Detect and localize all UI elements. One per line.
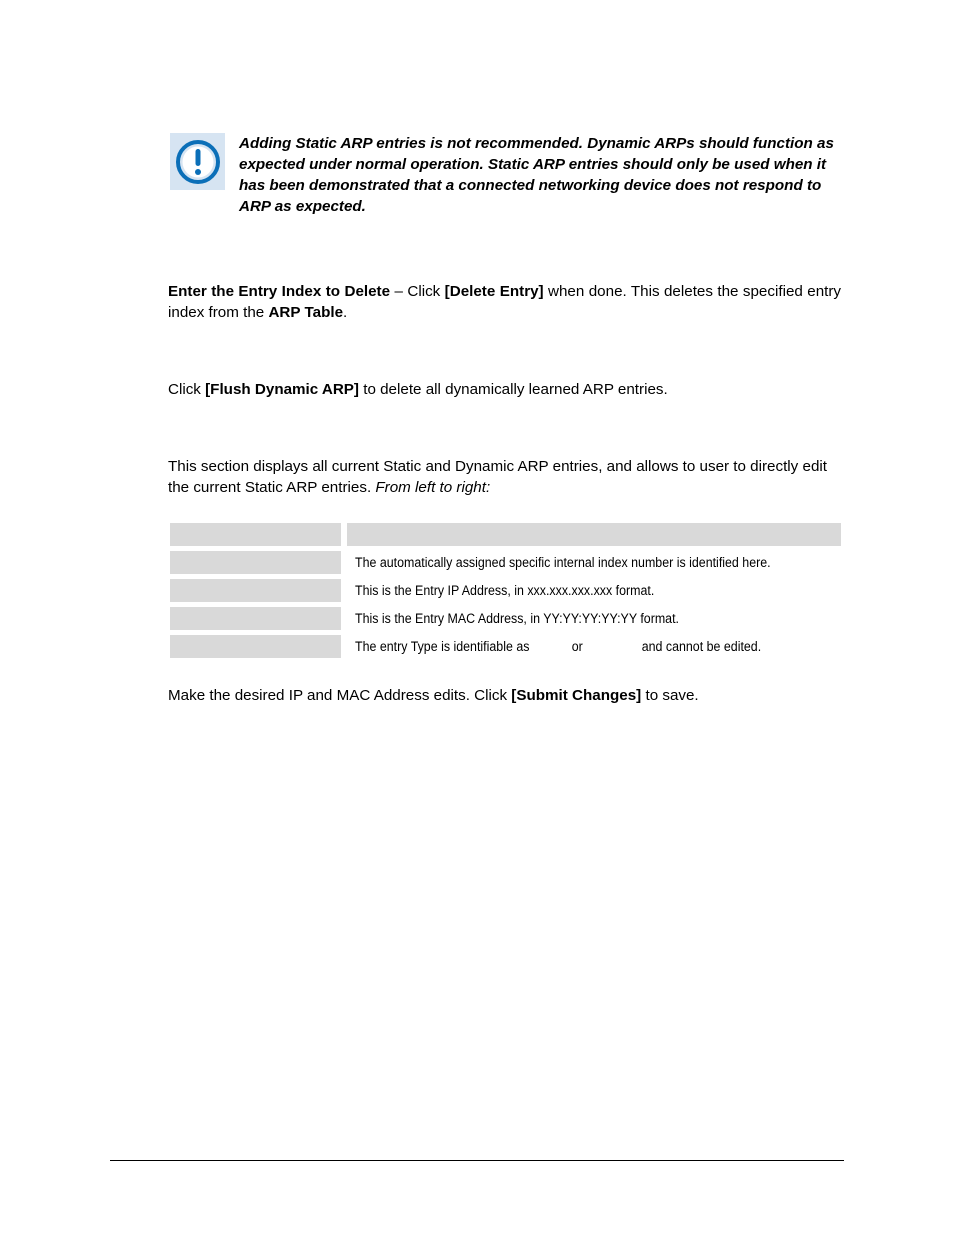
- delete-entry-end: .: [343, 304, 348, 321]
- flush-paragraph: [168, 379, 841, 400]
- type-row-text-b: or: [571, 639, 583, 654]
- submit-text: Make the desired IP and MAC Address edits. Click: [168, 687, 512, 704]
- type-row-text-a: The entry Type is identifiable as: [355, 639, 530, 654]
- type-row-text-c: and cannot be edited.: [641, 639, 762, 654]
- section-intro-text: This section displays all current Static and Dynamic ARP entries, and allows to user to directly edit the current Static ARP entries.: [168, 458, 827, 496]
- note-text: Adding Static ARP entries is not recommended. Dynamic ARPs should function as expected under normal operation. Static ARP entries should only be used when it has been demonstrated that a connected networking device does not respond to ARP as expected.: [239, 135, 834, 215]
- arp-table-ref: ARP Table: [268, 304, 344, 321]
- delete-entry-dash: – Click: [390, 283, 445, 300]
- table-header-cell-right: [347, 523, 841, 546]
- footer-rule: [110, 1160, 844, 1161]
- section-intro-paragraph: [168, 456, 841, 498]
- table-row: [170, 579, 842, 602]
- submit-button-ref: [Submit Changes]: [511, 687, 642, 704]
- table-row: [170, 607, 842, 630]
- table-row-description: [355, 635, 803, 658]
- flush-text: to delete all dynamically learned ARP entries.: [359, 381, 668, 398]
- exclamation-circle-icon: [175, 139, 221, 185]
- arp-description-table: [170, 523, 842, 663]
- table-header-row: [170, 523, 842, 546]
- delete-entry-text: when done. This deletes the specified entry index from the: [168, 283, 842, 321]
- flush-button-ref: [Flush Dynamic ARP]: [205, 381, 359, 398]
- section-intro-italic: From left to right:: [375, 479, 491, 496]
- table-row-label-cell: [170, 607, 341, 630]
- table-row-description: The automatically assigned specific internal index number is identified here.: [355, 555, 771, 570]
- table-header-cell-left: [170, 523, 341, 546]
- table-row: [170, 551, 842, 574]
- delete-entry-paragraph: [168, 281, 841, 323]
- delete-entry-button-ref: [Delete Entry]: [444, 283, 544, 300]
- flush-click: Click: [168, 381, 206, 398]
- table-row-label-cell: [170, 579, 341, 602]
- delete-entry-label: Enter the Entry Index to Delete: [168, 283, 391, 300]
- table-row-label-cell: [170, 551, 341, 574]
- submit-paragraph: [168, 685, 841, 706]
- table-row-label-cell: [170, 635, 341, 658]
- note-icon-box: [170, 133, 225, 190]
- table-row-description: This is the Entry IP Address, in xxx.xxx.xxx.xxx format.: [355, 583, 655, 598]
- submit-end: to save.: [641, 687, 699, 704]
- table-row-description: This is the Entry MAC Address, in YY:YY:YY:YY:YY format.: [355, 611, 679, 626]
- table-row: [170, 635, 842, 658]
